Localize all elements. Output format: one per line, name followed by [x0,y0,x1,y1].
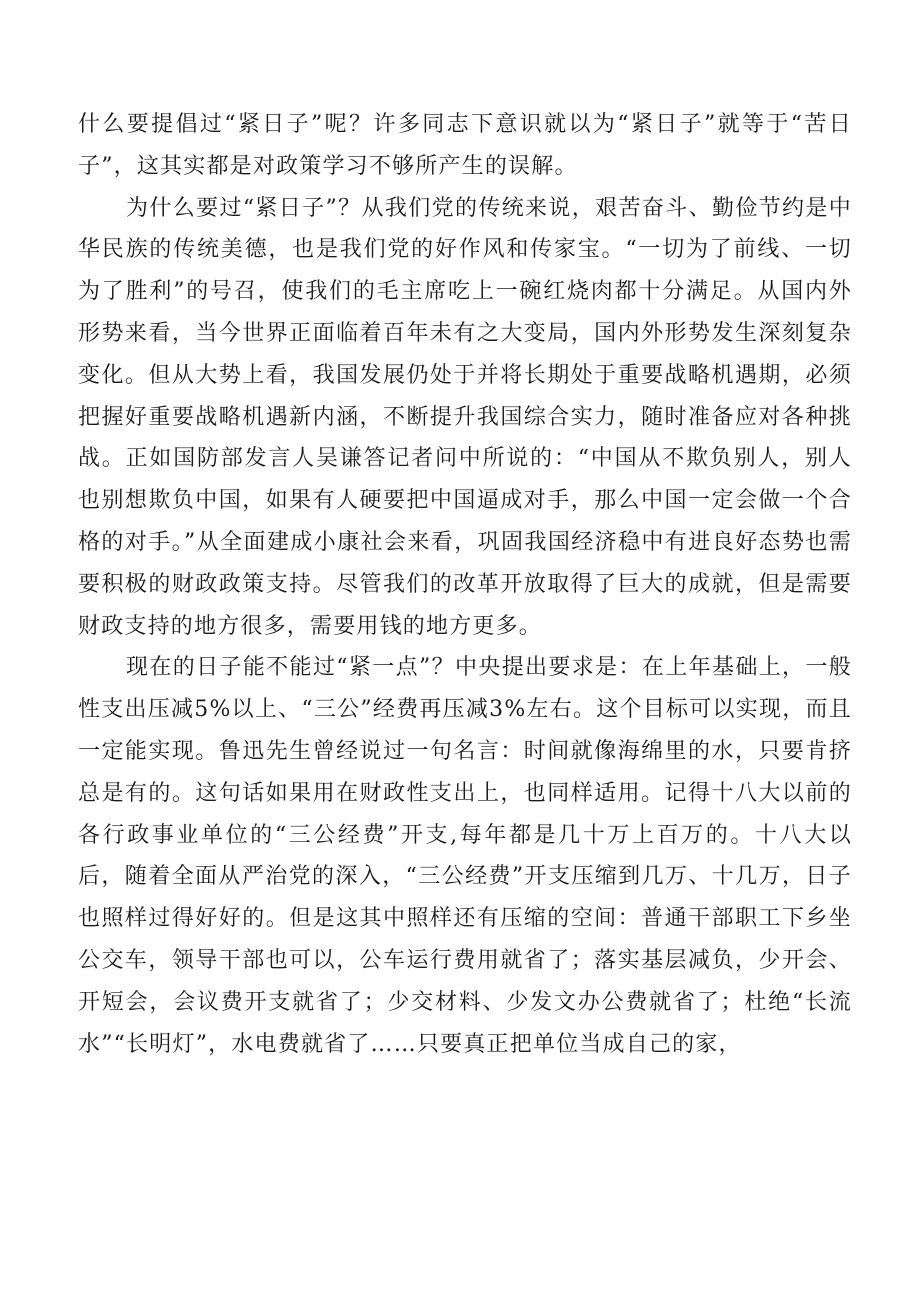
document-body [78,104,852,1065]
paragraph-3: 现在的日子能不能过“紧一点”？中央提出要求是：在上年基础上，一般性支出压减5%以上、“三公”经费再压减3%左右。这个目标可以实现，而且一定能实现。鲁迅先生曾经说过一句名言：时间就像海绵里的水，只要肯挤总是有的。这句话如果用在财政性支出上，也同样适用。记得十八大以前的各行政事业单位的“三公经费”开支,每年都是几十万上百万的。十八大以后，随着全面从严治党的深入，“三公经费”开支压缩到几万、十几万，日子也照样过得好好的。但是这其中照样还有压缩的空间：普通干部职工下乡坐公交车，领导干部也可以，公车运行费用就省了；落实基层减负，少开会、开短会，会议费开支就省了；少交材料、少发文办公费就省了；杜绝“长流水”“长明灯”，水电费就省了……只要真正把单位当成自己的家， [78,655,852,1057]
paragraph-1: 什么要提倡过“紧日子”呢？许多同志下意识就以为“紧日子”就等于“苦日子”，这其实都是对政策学习不够所产生的误解。 [78,112,852,179]
paragraph-2: 为什么要过“紧日子”？从我们党的传统来说，艰苦奋斗、勤俭节约是中华民族的传统美德，也是我们党的好作风和传家宝。“一切为了前线、一切为了胜利”的号召，使我们的毛主席吃上一碗红烧肉都十分满足。从国内外形势来看，当今世界正面临着百年未有之大变局，国内外形势发生深刻复杂变化。但从大势上看，我国发展仍处于并将长期处于重要战略机遇期，必须把握好重要战略机遇新内涵，不断提升我国综合实力，随时准备应对各种挑战。正如国防部发言人吴谦答记者问中所说的：“中国从不欺负别人，别人也别想欺负中国，如果有人硬要把中国逼成对手，那么中国一定会做一个合格的对手。”从全面建成小康社会来看，巩固我国经济稳中有进良好态势也需要积极的财政政策支持。尽管我们的改革开放取得了巨大的成就，但是需要财政支持的地方很多，需要用钱的地方更多。 [78,195,852,639]
